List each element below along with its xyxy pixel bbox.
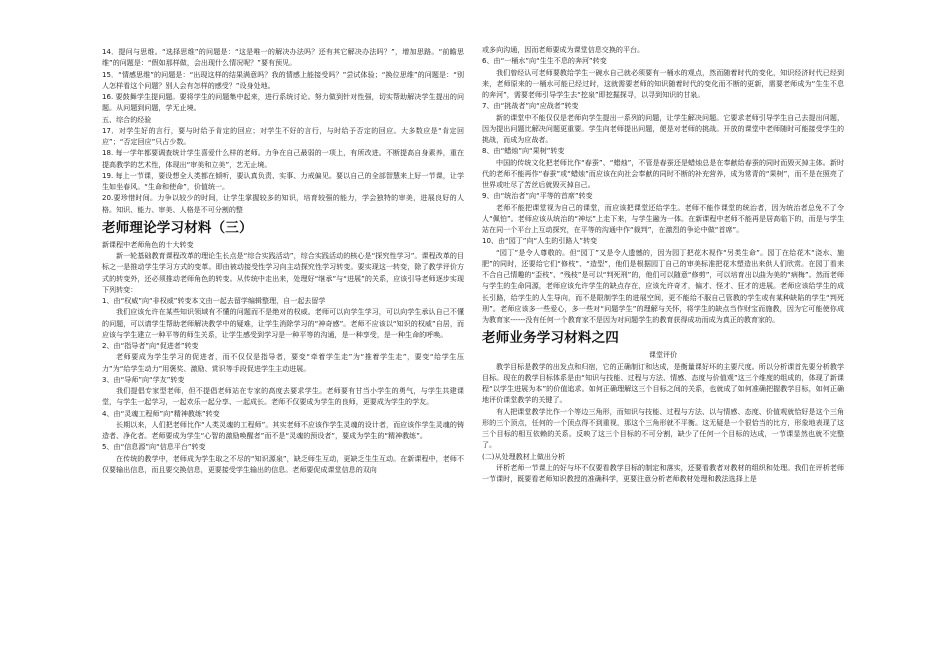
left-paragraph: 15．“情感思维”的问题是：“出现这样的结果满意吗？我的情感上能接受吗？”尝试体验；“换位思维”的问题是：“别人怎样看这个问题？别人会有怎样的感受？”设身处地。 xyxy=(102,69,464,90)
right-paragraph: “园丁”是令人尊敬的。但“园丁”又是令人遗憾的，因为园丁把花木视作“另类生命”。园丁在给花木“浇水、施肥”的同时，还要给它们“修枝”、“造型”，他们是根据园丁自己的审美标准把花木塑造出来供人们欣赏。在园丁看来不合自己情趣的“歪枝”、“残枝”是可以“判死刑”的，他们可以随意“修剪”，可以培育出以曲为美的“病梅”。然而老师与学生的生命同源，老师应该允许学生的缺点存在，应该允许奇才，偏才、怪才、狂才的进展。老师应该给学生的成长引路，给学生的人生导向，而不是限制学生的进展空间，更不能给不服自己管教的学生或有某种缺陷的学生“判死刑”。老师应该多一些爱心，多一些对“问题学生”的理解与关怀，将学生的缺点当作财宝而施教，因为它可能使你成为教育家------没有任何一个教育家不是因为对问题学生的教育获得成功而成为真正的教育家的。 xyxy=(482,247,844,324)
left-heading: 老师理论学习材料（三） xyxy=(102,219,253,236)
right-heading: 老师业务学习材料之四 xyxy=(482,330,619,347)
left-paragraph: 新一轮基础教育课程改革的理论生长点是“综合实践活动”，综合实践活动的核心是“探究性学习”。课程改革的目标之一是推动学生学习方式的变革。即由被动接受性学习向主动探究性学习转变。要实现这一转变，除了教学评价方式的转变外，还必须推动老师角色的转变。从传统中走出来，处理好“继承”与“进展”的关系，应该引导老师逐步实现下列转变： xyxy=(102,251,464,294)
right-paragraph: 中国的传统文化把老师比作“春蚕”、“蜡烛”，不管是春蚕还是蜡烛总是在奉献给春蚕的同时而毁灭掉主体。新时代的老师不能再作“春蚕”或“蜡烛”而应该在向社会奉献的同时不断的补充营养，成为常青的“果树”，而不是在照亮了世界或吐尽了苦丝后就毁灭掉自己。 xyxy=(482,157,844,189)
left-paragraph: 14．提问与思维。“选择思维”的问题是：“这是唯一的解决办法吗？还有其它解决办法吗？”，增加思路。“前瞻思维”的问题是：“假如那样做，会出现什么情况呢？”要有预见。 xyxy=(102,47,464,68)
left-paragraph: 1、由“权威”向“非权威”转变本文由一起去留学编辑整理，自一起去留学 xyxy=(102,296,326,305)
left-paragraph: 4、由“灵魂工程师”向“精神教练”转变 xyxy=(102,408,220,418)
left-paragraph: 20.要珍惜时间。力争以较少的时间，让学生掌握较多的知识，培育较强的能力，学会独特的审美，进展良好的人格。知识、能力、审美、人格是不可分割的整 xyxy=(102,193,464,214)
right-paragraph: 6、由“一桶水”向“生生不息的奔河”转变 xyxy=(482,56,607,66)
left-paragraph: 老师要成为学生学习的促进者，而不仅仅是指导者，要变“牵着学生走”为“推着学生走”，要变“给学生压力”为“给学生动力”用褒奖、激励、赏识等手段促进学生主动进展。 xyxy=(102,352,464,373)
left-paragraph: 在传统的教学中，老师成为学生取之不尽的“知识源泉”，缺乏师生互动，更缺乏生生互动。在新课程中，老师不仅要输出信息，而且要交换信息，更要接受学生输出的信息。老师要促成课堂信息的双向 xyxy=(102,453,464,474)
right-paragraph: 新的课堂中不能仅仅是老师向学生提出一系列的问题，让学生解决问题。它要求老师引导学生自己去提出问题，因为提出问题比解决问题更重要。学生向老师提出问题，便是对老师的挑战。开放的课堂中老师随时可能接受学生的挑战，而成为应战者。 xyxy=(482,112,844,144)
right-paragraph: 教学目标是教学的出发点和归宿，它的正确制订和达成，是衡量课好坏的主要尺度。所以分析课首先要分析教学目标。现在的教学目标体系是由“知识与技能、过程与方法、情感、态度与价值观”这三个维度的组成的，体现了新课程“以学生进展为本”的价值追求。如何正确理解这三个目标之间的关系，也就成了如何准确把握教学目标，如何正确地评价课堂教学的关键了。 xyxy=(482,361,844,405)
right-column xyxy=(482,44,844,650)
right-paragraph: 8、由“蜡烛”向“果树”转变 xyxy=(482,146,565,156)
left-paragraph: 我们提倡专家型老师，但不提倡老师站在专家的高度去要求学生。老师要有甘当小学生的勇气，与学生共建课堂，与学生一起学习，一起欢乐一起分享、一起成长。老师不仅要成为学生的良师，更要成为学生的学友。 xyxy=(102,386,464,407)
left-paragraph: 新课程中老师角色的十大转变 xyxy=(102,239,194,249)
right-paragraph: 老师不能把课堂视为自己的课堂，而应该把课堂还给学生。老师不能作课堂的统治者，因为统治者总免不了令人“佩怕”。老师应该从统治的“神坛”上走下来，与学生融为一体。在新课程中老师不能再是居高临下的，而是与学生站在同一个平台上互动探究，在平等的沟通中作“裁判”，在激烈的争论中做“首席”。 xyxy=(482,202,844,234)
right-paragraph: 评析老师一节课上的好与坏不仅要看教学目标的制定和落实，还要看教者对教材的组织和处理。我们在评析老师一节课时，既要看老师知识教授的准确科学，更要注意分析老师教材处理和教法选择上是 xyxy=(482,462,844,483)
left-paragraph: 16. 要鼓舞学生提问题。要将学生的问题集中起来，进行系统讨论。努力做到针对性强，切实帮助解决学生提出的问题。从问题到问题，学无止境。 xyxy=(102,92,464,113)
left-paragraph: 5、由“信息源”向“信息平台”转变 xyxy=(102,442,206,452)
right-paragraph: 10、由“园丁”向“人生的引路人”转变 xyxy=(482,236,598,246)
left-paragraph: 我们应该允许在某些知识领域有不懂的问题而不是绝对的权威。老师可以向学生学习，可以向学生承认自己不懂的问题，可以请学生帮助老师解决教学中的疑难，让学生消除学习的“神奇感”。老师不应该以“知识的权威”自居，而应该与学生建立一种平等的师生关系，让学生感受到学习是一种平等的沟通，是一种享受，是一种生命的呼唤。 xyxy=(102,307,464,339)
left-paragraph: 18. 每一学年都要调查统计学生喜爱什么样的老师。力争在自己最弱的一项上，有所改进。不断提高自身素养，重在提高教学的艺术性，体现出“审美和立美”，艺无止境。 xyxy=(102,148,464,169)
left-paragraph: 长期以来，人们把老师比作“人类灵魂的工程师”。其实老师不应该作学生灵魂的设计者，而应该作学生灵魂的铸造者、净化者。老师要成为学生“心智的激励唤醒者”而不是“灵魂的预设者”，要成为学生的“精神教练”。 xyxy=(102,419,464,440)
left-paragraph: 19. 每上一节课，要设想全人类都在倾听，要认真负责、实事、力戒偏见。要以自己的全部智慧来上好一节课，让学生如坐春风。“生命和使命”，价值统一。 xyxy=(102,170,464,191)
left-paragraph: 2、由“指导者”向“促进者”转变 xyxy=(102,341,199,350)
left-paragraph: 17．对学生好的言行，要与时给予肯定的回应；对学生不好的言行，与时给予否定的回应。大多数应是“肯定回应”；“否定回应”只占少数。 xyxy=(102,125,464,146)
right-paragraph: 7、由“挑战者”向“应战者”转变 xyxy=(482,101,579,111)
right-paragraph: 有人把课堂教学比作一个等边三角形，而知识与技能、过程与方法、以与情感、态度、价值观就恰好是这个三角形的三个顶点，任何的一个顶点得不到重视，那这个三角形就不平衡。这无疑是一个很恰当的比方，形象地表现了这三个目标的相互依赖的关系。反映了这三个目标的不可分割，缺少了任何一个目标的达成，一节课显然也就不完整了。 xyxy=(482,406,844,450)
left-paragraph: 3、由“导师”向“学友”转变 xyxy=(102,374,185,384)
left-paragraph: 五、综合的经验 xyxy=(102,114,152,124)
right-paragraph: 课堂评价 xyxy=(648,350,678,360)
left-column xyxy=(102,46,464,652)
right-paragraph: 我们曾经认可老师要教给学生一碗水自己就必须要有一桶水的观点，然而随着时代的变化，知识经济时代已经到来，老师原来的一桶水可能已经过时，这就需要老师的知识随着时代的变化而不断的更新，需要老师成为“生生不息的奔河”，需要老师引导学生去“挖泉”即挖掘探寻，以寻到知识的甘泉。 xyxy=(482,67,844,99)
right-paragraph: (二)从处理教材上做出分析 xyxy=(482,451,566,461)
right-paragraph: 或多向沟通，因而老师要成为课堂信息交换的平台。 xyxy=(482,45,645,54)
right-paragraph: 9、由“统治者”向“平等的首席”转变 xyxy=(482,191,593,201)
